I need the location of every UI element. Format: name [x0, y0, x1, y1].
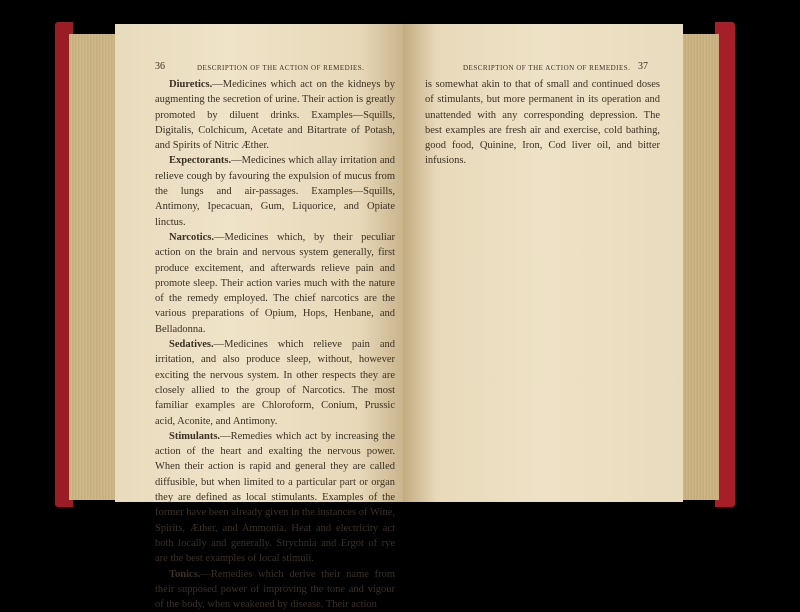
- entry-term: Sedatives.: [169, 339, 214, 350]
- entry-stimulants: [155, 429, 395, 567]
- page-number: 36: [155, 61, 165, 72]
- entry-diuretics: [155, 77, 395, 153]
- continued-paragraph: is somewhat akin to that of small and continued doses of stimulants, but more permanent in its operation and unattended with any corresponding depression. The best examples are fresh air and exercise, cold bathing, good food, Quinine, Iron, Cod liver oil, and bitter infusions.: [425, 77, 660, 169]
- left-page-block: [69, 34, 119, 500]
- left-page-body: [155, 77, 395, 612]
- entry-term: Stimulants.: [169, 431, 220, 442]
- entry-text: —Medicines which allay irritation and relieve cough by favouring the expulsion of mucus from the lungs and air-passages. Examples—Squills, Antimony, Ipecacuan, Gum, Liquorice, and Opiate linctus.: [155, 155, 395, 227]
- entry-text: —Medicines which act on the kidneys by augmenting the secretion of urine. Their action is greatly promoted by diluent drinks. Examples—Squills, Digitalis, Colchicum, Acetate and Bitartrate of Potash, and Spirits of Nitric Æther.: [155, 79, 395, 151]
- running-head: DESCRIPTION OF THE ACTION OF REMEDIES.: [197, 64, 364, 72]
- entry-text: —Medicines which relieve pain and irritation, and also produce sleep, without, however exciting the nervous system. In other respects they are closely allied to the group of Narcotics. The most familiar examples are Chloroform, Conium, Prussic acid, Aconite, and Antimony.: [155, 339, 395, 426]
- right-page-body: [425, 77, 660, 169]
- entry-tonics: [155, 567, 395, 612]
- entry-expectorants: [155, 153, 395, 229]
- left-page: [115, 24, 403, 502]
- entry-term: Tonics.: [169, 569, 200, 580]
- entry-term: Narcotics.: [169, 232, 214, 243]
- right-page: [403, 24, 683, 502]
- entry-sedatives: [155, 337, 395, 429]
- entry-narcotics: [155, 230, 395, 337]
- running-head: DESCRIPTION OF THE ACTION OF REMEDIES.: [463, 64, 630, 72]
- right-page-block: [677, 34, 719, 500]
- entry-term: Diuretics.: [169, 79, 212, 90]
- entry-text: —Medicines which, by their peculiar action on the brain and nervous system generally, first produce excitement, and afterwards relieve pain and promote sleep. Their action varies much with the nature of the remedy employed. The chief narcotics are the various preparations of Opium, Hops, Henbane, and Belladonna.: [155, 232, 395, 335]
- entry-text: —Remedies which derive their name from their supposed power of improving the tone and vigour of the body, when weakened by disease. Their action: [155, 569, 395, 611]
- entry-text: —Remedies which act by increasing the action of the heart and exalting the nervous power. When their action is rapid and general they are called diffusible, but when limited to a particular part or organ they are defined as local stimulants. Examples of the former have been already given in the instances of Wine, Spirits, Æther, and Ammonia. Heat and electricity act both locally and generally. Strychnia and Ergot of rye are the best examples of local stimuli.: [155, 431, 395, 564]
- entry-term: Expectorants.: [169, 155, 231, 166]
- open-book: [55, 22, 735, 507]
- page-number: 37: [638, 61, 648, 72]
